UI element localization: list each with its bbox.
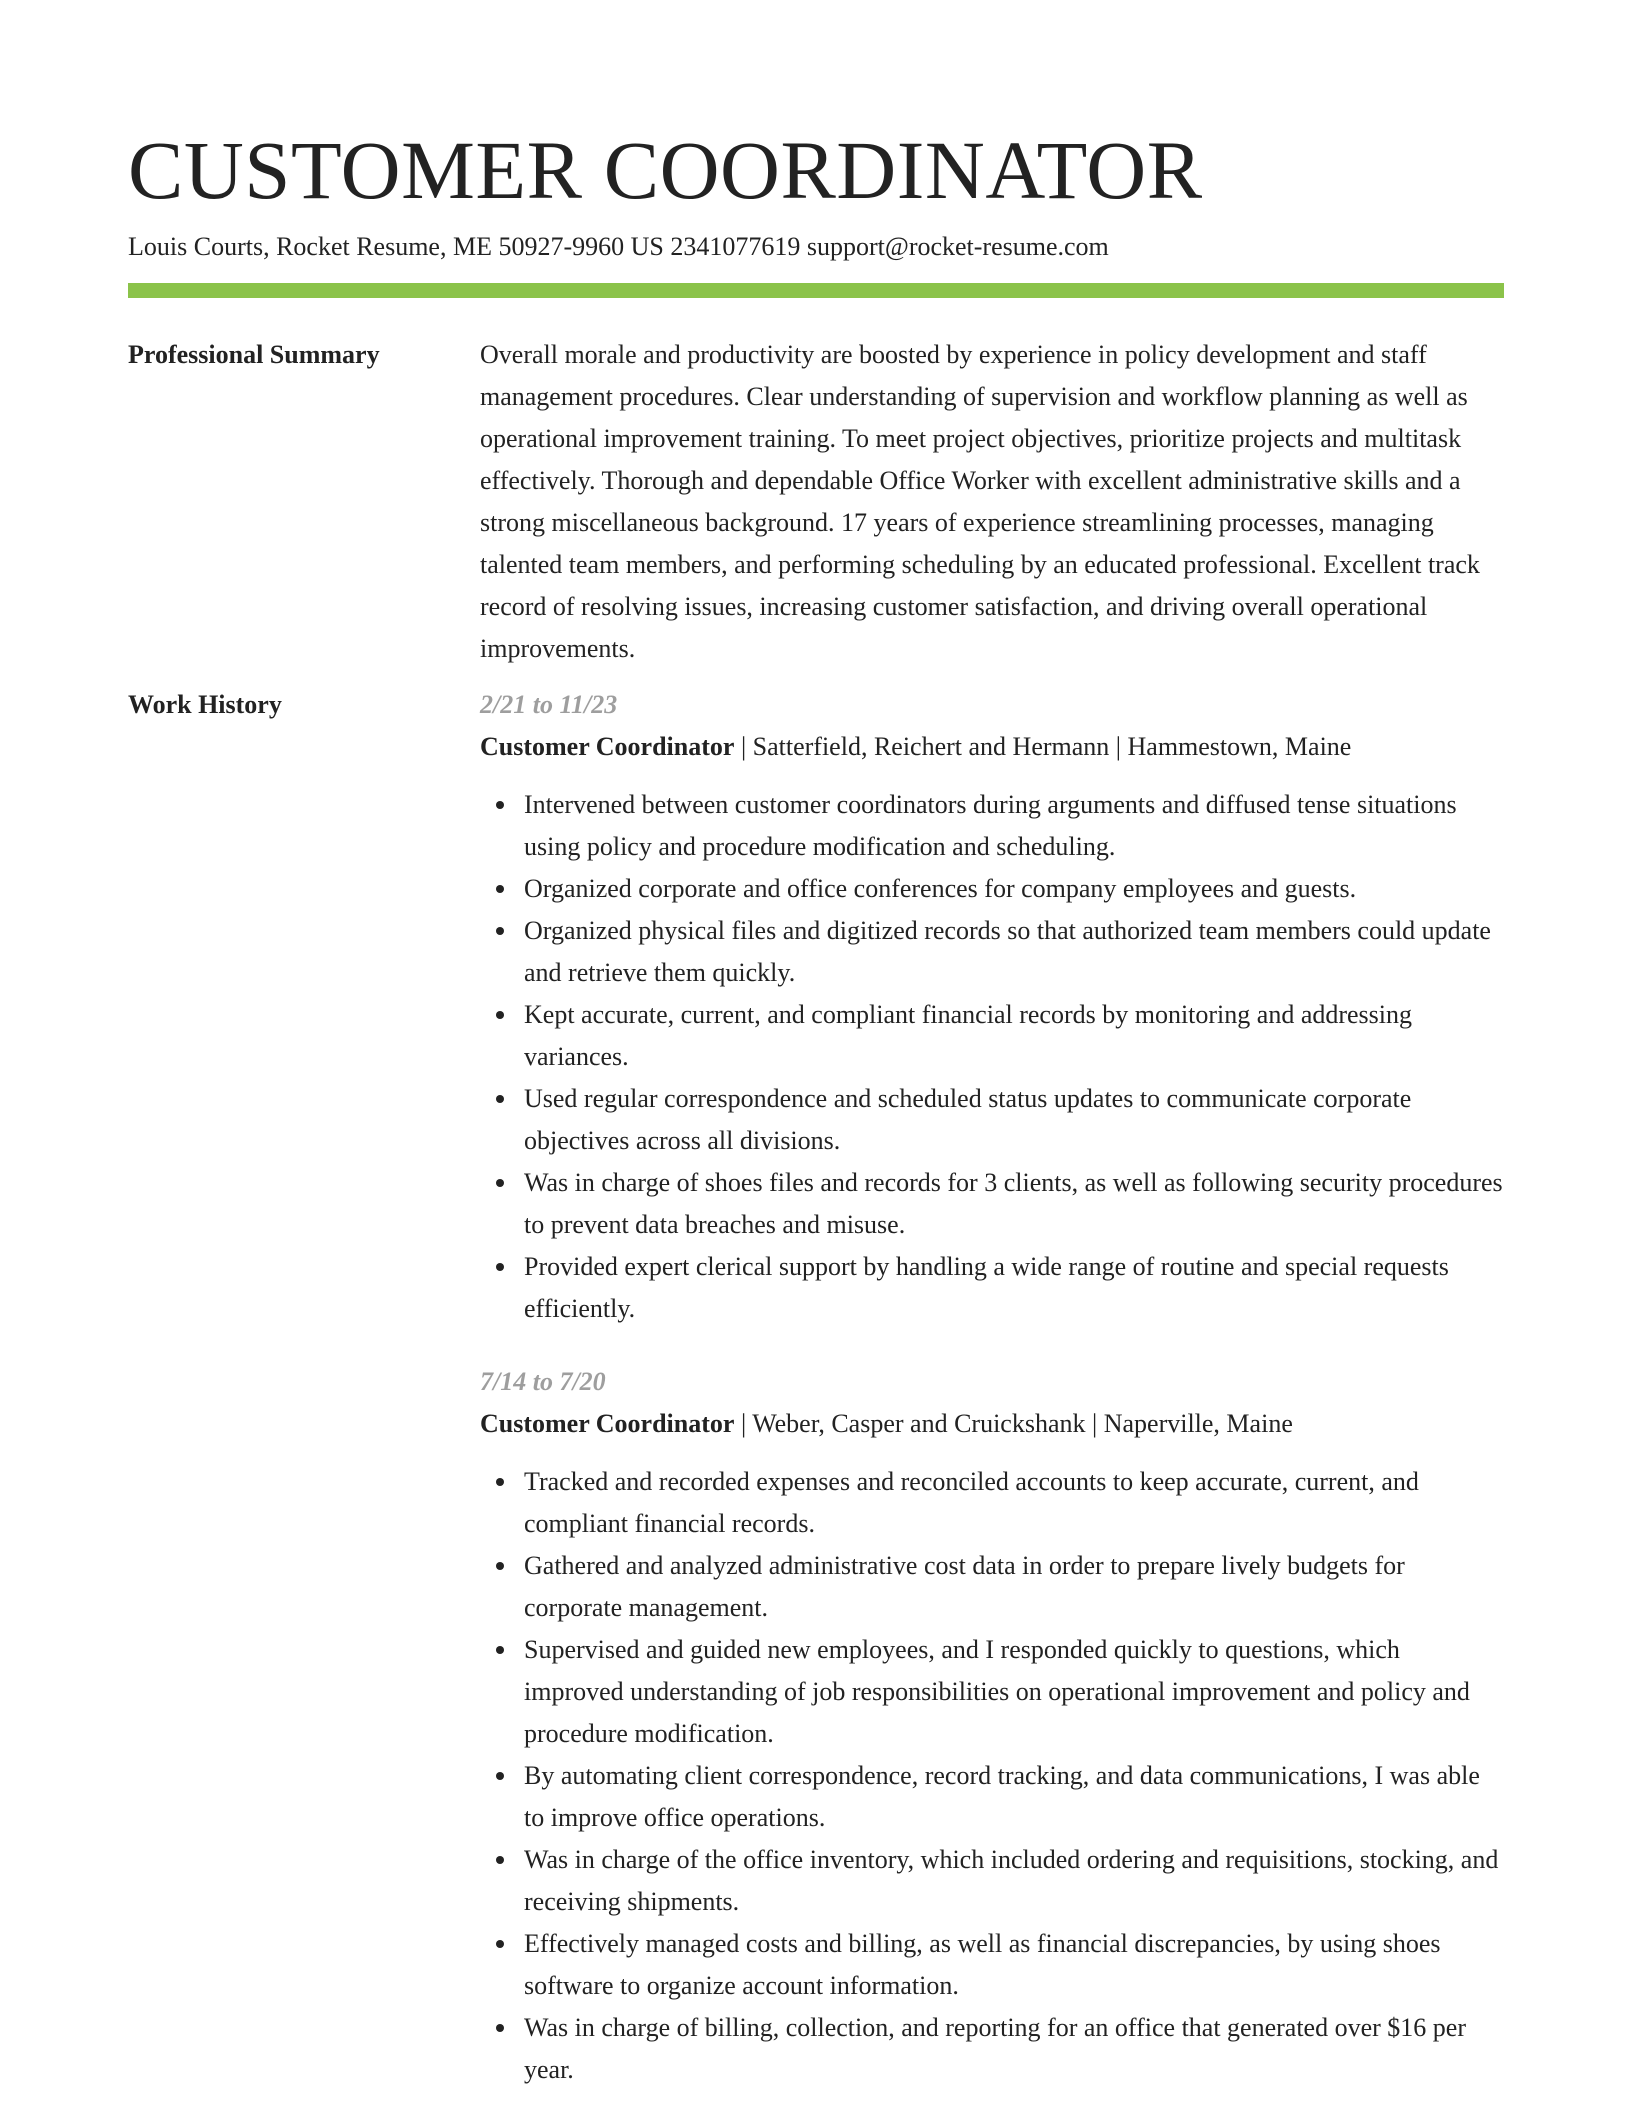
job-title: Customer Coordinator bbox=[480, 732, 735, 761]
job-bullet-text: Provided expert clerical support by handling a wide range of routine and special requests efficiently. bbox=[524, 1252, 1449, 1323]
job-bullet-text: Organized corporate and office conferences for company employees and guests. bbox=[524, 874, 1357, 903]
work-history-label: Work History bbox=[128, 690, 282, 719]
job-heading bbox=[480, 726, 1504, 768]
contact-line: Louis Courts, Rocket Resume, ME 50927-9960 US 2341077619 support@rocket-resume.com bbox=[128, 232, 1109, 261]
job-bullet-text: Effectively managed costs and billing, as well as financial discrepancies, by using shoes software to organize account information. bbox=[524, 1929, 1441, 2000]
bullet-icon bbox=[496, 1646, 504, 1654]
bullet-icon bbox=[496, 1772, 504, 1780]
job-bullet-text: Was in charge of the office inventory, which included ordering and requisitions, stocking, and receiving shipments. bbox=[524, 1845, 1499, 1916]
job-bullet-list bbox=[480, 1461, 1504, 2091]
resume-name-heading: CUSTOMER COORDINATOR bbox=[128, 124, 1203, 216]
job-bullet bbox=[480, 868, 1504, 910]
header-divider bbox=[128, 283, 1504, 298]
work-history-section bbox=[128, 684, 1504, 2091]
job-entry bbox=[480, 1361, 1504, 2091]
bullet-icon bbox=[496, 927, 504, 935]
job-bullet-text: Was in charge of billing, collection, and reporting for an office that generated over $16 per year. bbox=[524, 2013, 1466, 2084]
job-bullet bbox=[480, 1839, 1504, 1923]
bullet-icon bbox=[496, 1478, 504, 1486]
job-bullet-text: By automating client correspondence, record tracking, and data communications, I was able to improve office operations. bbox=[524, 1761, 1480, 1832]
job-bullet bbox=[480, 1629, 1504, 1755]
professional-summary-label: Professional Summary bbox=[128, 340, 380, 369]
job-bullet-text: Supervised and guided new employees, and I responded quickly to questions, which improved understanding of job responsibilities on operational improvement and policy and procedure modification. bbox=[524, 1635, 1470, 1748]
job-bullet-text: Organized physical files and digitized records so that authorized team members could update and retrieve them quickly. bbox=[524, 916, 1491, 987]
bullet-icon bbox=[496, 1011, 504, 1019]
bullet-icon bbox=[496, 2024, 504, 2032]
professional-summary-section bbox=[128, 334, 1504, 670]
job-bullet bbox=[480, 910, 1504, 994]
job-bullet-text: Gathered and analyzed administrative cost data in order to prepare lively budgets for corporate management. bbox=[524, 1551, 1405, 1622]
job-bullet-text: Kept accurate, current, and compliant financial records by monitoring and addressing variances. bbox=[524, 1000, 1413, 1071]
job-bullet-text: Intervened between customer coordinators during arguments and diffused tense situations using policy and procedure modification and scheduling. bbox=[524, 790, 1457, 861]
bullet-icon bbox=[496, 1179, 504, 1187]
job-entry bbox=[480, 684, 1504, 1330]
bullet-icon bbox=[496, 801, 504, 809]
job-bullet bbox=[480, 1078, 1504, 1162]
professional-summary-text: Overall morale and productivity are boosted by experience in policy development and staff management procedures. Clear understanding of supervision and workflow planning as well as operational improvement training. To meet project objectives, prioritize projects and multitask effectively. Thorough and dependable Office Worker with excellent administrative skills and a strong miscellaneous background. 17 years of experience streamlining processes, managing talented team members, and performing scheduling by an educated professional. Excellent track record of resolving issues, increasing customer satisfaction, and driving overall operational improvements. bbox=[480, 340, 1480, 663]
job-title: Customer Coordinator bbox=[480, 1409, 735, 1438]
bullet-icon bbox=[496, 1562, 504, 1570]
job-bullet bbox=[480, 1755, 1504, 1839]
job-bullet bbox=[480, 2007, 1504, 2091]
bullet-icon bbox=[496, 1263, 504, 1271]
job-bullet-text: Used regular correspondence and scheduled status updates to communicate corporate objectives across all divisions. bbox=[524, 1084, 1412, 1155]
job-bullet bbox=[480, 1162, 1504, 1246]
job-employer-location: | Weber, Casper and Cruickshank | Naperville, Maine bbox=[734, 1409, 1293, 1438]
job-bullet bbox=[480, 1545, 1504, 1629]
job-bullet bbox=[480, 1246, 1504, 1330]
work-history-list bbox=[480, 684, 1504, 2091]
job-dates: 7/14 to 7/20 bbox=[480, 1367, 606, 1396]
job-heading bbox=[480, 1403, 1504, 1445]
job-bullet-text: Was in charge of shoes files and records for 3 clients, as well as following security procedures to prevent data breaches and misuse. bbox=[524, 1168, 1503, 1239]
job-bullet-text: Tracked and recorded expenses and reconciled accounts to keep accurate, current, and compliant financial records. bbox=[524, 1467, 1419, 1538]
job-bullet bbox=[480, 784, 1504, 868]
job-bullet bbox=[480, 994, 1504, 1078]
bullet-icon bbox=[496, 1940, 504, 1948]
bullet-icon bbox=[496, 885, 504, 893]
job-dates: 2/21 to 11/23 bbox=[480, 690, 618, 719]
job-employer-location: | Satterfield, Reichert and Hermann | Hammestown, Maine bbox=[734, 732, 1352, 761]
job-bullet bbox=[480, 1923, 1504, 2007]
job-bullet-list bbox=[480, 784, 1504, 1330]
bullet-icon bbox=[496, 1095, 504, 1103]
bullet-icon bbox=[496, 1856, 504, 1864]
job-bullet bbox=[480, 1461, 1504, 1545]
resume-page bbox=[128, 0, 1504, 2091]
